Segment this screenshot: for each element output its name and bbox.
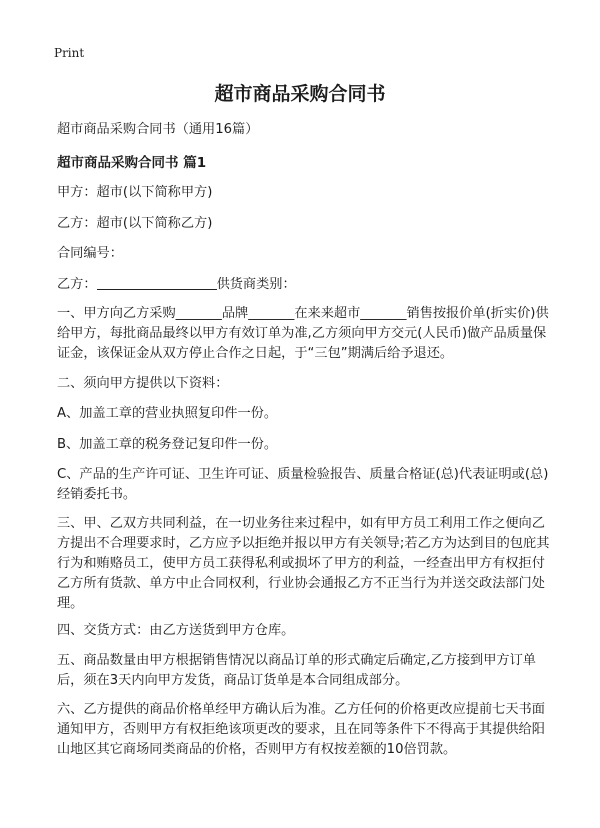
clause-3: 三、甲、乙双方共同利益，在一切业务往来过程中，如有甲方员工利用工作之便向乙方提出不合理要求时，乙方应予以拒绝并报以甲方有关领导;若乙方为达到目的包庇其行为和贿赂员工，使甲方员工获得私利或损坏了甲方的利益，一经查出甲方有权拒付乙方所有货款、单方中止合同权利，行业协会通报乙方不正当行为并送交政法部门处理。 xyxy=(57,516,550,611)
clause-2: 二、须向甲方提供以下资料： xyxy=(57,376,229,391)
clause-1: 一、甲方向乙方采购_______品牌_______在来来超市_______销售按报价单(折实价)供给甲方，每批商品最终以甲方有效订单为准,乙方须向甲方交元(人民币)做产品质量保证金，该保证金从双方停止合作之日起，于“三包”期满后给予退还。 xyxy=(57,306,549,361)
list-item-b: B、加盖工章的税务登记复印件一份。 xyxy=(57,437,278,452)
clause-6: 六、乙方提供的商品价格单经甲方确认后为准。乙方任何的价格更改应提前七天书面通知甲方，否则甲方有权拒绝该项更改的要求，且在同等条件下不得高于其提供给阳山地区其它商场同类商品的价格，否则甲方有权按差额的10倍罚款。 xyxy=(57,702,545,757)
supplier-type-label: 供货商类别： xyxy=(216,277,296,292)
clause-5: 五、商品数量由甲方根据销售情况以商品订单的形式确定后确定,乙方接到甲方订单后，须在3天内向甲方发货，商品订货单是本合同组成部分。 xyxy=(57,653,536,688)
list-item-c: C、产品的生产许可证、卫生许可证、质量检验报告、质量合格证(总)代表证明或(总)经销委托书。 xyxy=(57,467,549,502)
party-b-blank xyxy=(97,275,217,290)
contract-number-line: 合同编号： xyxy=(57,246,123,261)
print-link[interactable]: Print xyxy=(54,46,85,60)
party-b-field-line xyxy=(57,275,557,295)
section-heading: 超市商品采购合同书 篇1 xyxy=(57,155,207,171)
party-b-field-label: 乙方： xyxy=(57,277,97,292)
list-item-a: A、加盖工章的营业执照复印件一份。 xyxy=(57,406,278,421)
party-a-line: 甲方：超市(以下简称甲方) xyxy=(57,185,213,200)
page-title: 超市商品采购合同书 xyxy=(214,83,386,105)
clause-4: 四、交货方式：由乙方送货到甲方仓库。 xyxy=(57,623,295,638)
party-b-line: 乙方：超市(以下简称乙方) xyxy=(57,216,213,231)
document-subtitle: 超市商品采购合同书（通用16篇） xyxy=(57,122,259,137)
